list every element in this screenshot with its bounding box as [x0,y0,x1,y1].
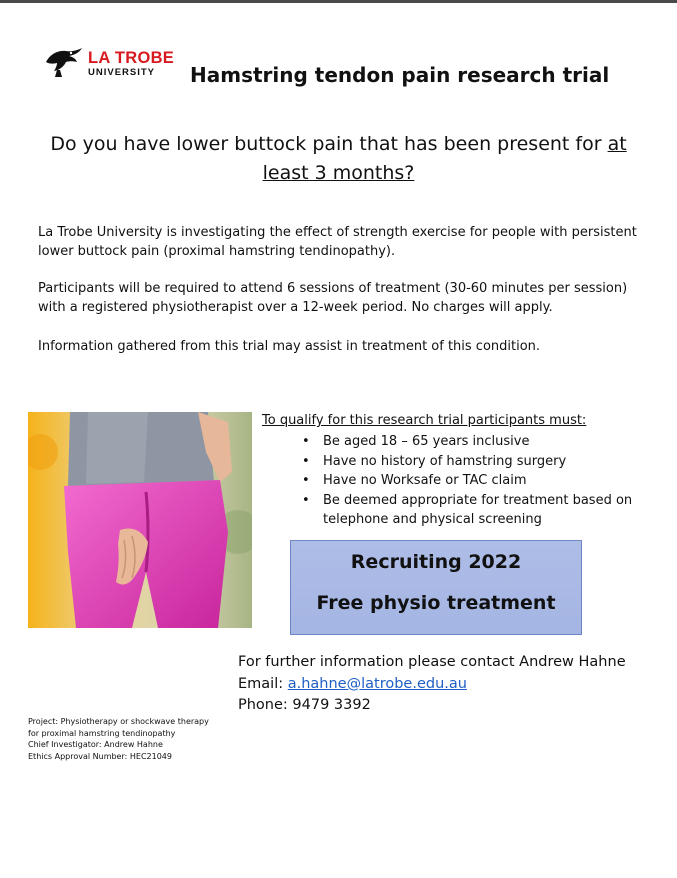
contact-line: For further information please contact Andrew Hahne [238,654,626,670]
info-paragraph: Information gathered from this trial may assist in treatment of this condition. [38,339,541,354]
question-text: Do you have lower buttock pain that has been present for [50,133,608,155]
free-physio-label: Free physio treatment [316,592,556,614]
sessions-paragraph: Participants will be required to attend 6 sessions of treatment (30-60 minutes per session) with a registered physiotherapist over a 12-week period. No charges will apply. [38,281,628,315]
criteria-list [302,432,642,530]
logo-subtitle: UNIVERSITY [88,67,156,78]
page-title: Hamstring tendon pain research trial [190,63,610,87]
criteria-item: • Be aged 18 – 65 years inclusive [302,432,642,452]
criteria-item: • Be deemed appropriate for treatment based on telephone and physical screening [302,491,642,530]
recruiting-box [290,540,582,635]
criteria-item: • Have no history of hamstring surgery [302,452,642,472]
footnote-line: Ethics Approval Number: HEC21049 [28,751,172,761]
criteria-item: • Have no Worksafe or TAC claim [302,471,642,491]
hamstring-photo [28,412,252,628]
email-link[interactable]: a.hahne@latrobe.edu.au [287,675,467,692]
phone-line: Phone: 9479 3392 [238,697,371,713]
question-emphasis: at least 3 months? [262,133,627,184]
headline-question [30,130,647,188]
email-label: Email: [238,675,288,692]
footnote-line: for proximal hamstring tendinopathy [28,728,176,738]
email-line [238,674,626,696]
intro-paragraph: La Trobe University is investigating the effect of strength exercise for people with persistent lower buttock pain (proximal hamstring tendinopathy). [38,225,637,259]
contact-block [238,652,626,717]
top-border [0,0,677,3]
footnote-line: Chief Investigator: Andrew Hahne [28,740,163,750]
project-footnote [28,716,258,762]
pelican-logo-icon [44,46,84,78]
logo-name: LA TROBE [88,49,175,67]
recruiting-label: Recruiting 2022 [350,551,522,573]
footnote-line: Project: Physiotherapy or shockwave therapy [28,717,209,726]
criteria-heading: To qualify for this research trial participants must: [262,413,587,428]
